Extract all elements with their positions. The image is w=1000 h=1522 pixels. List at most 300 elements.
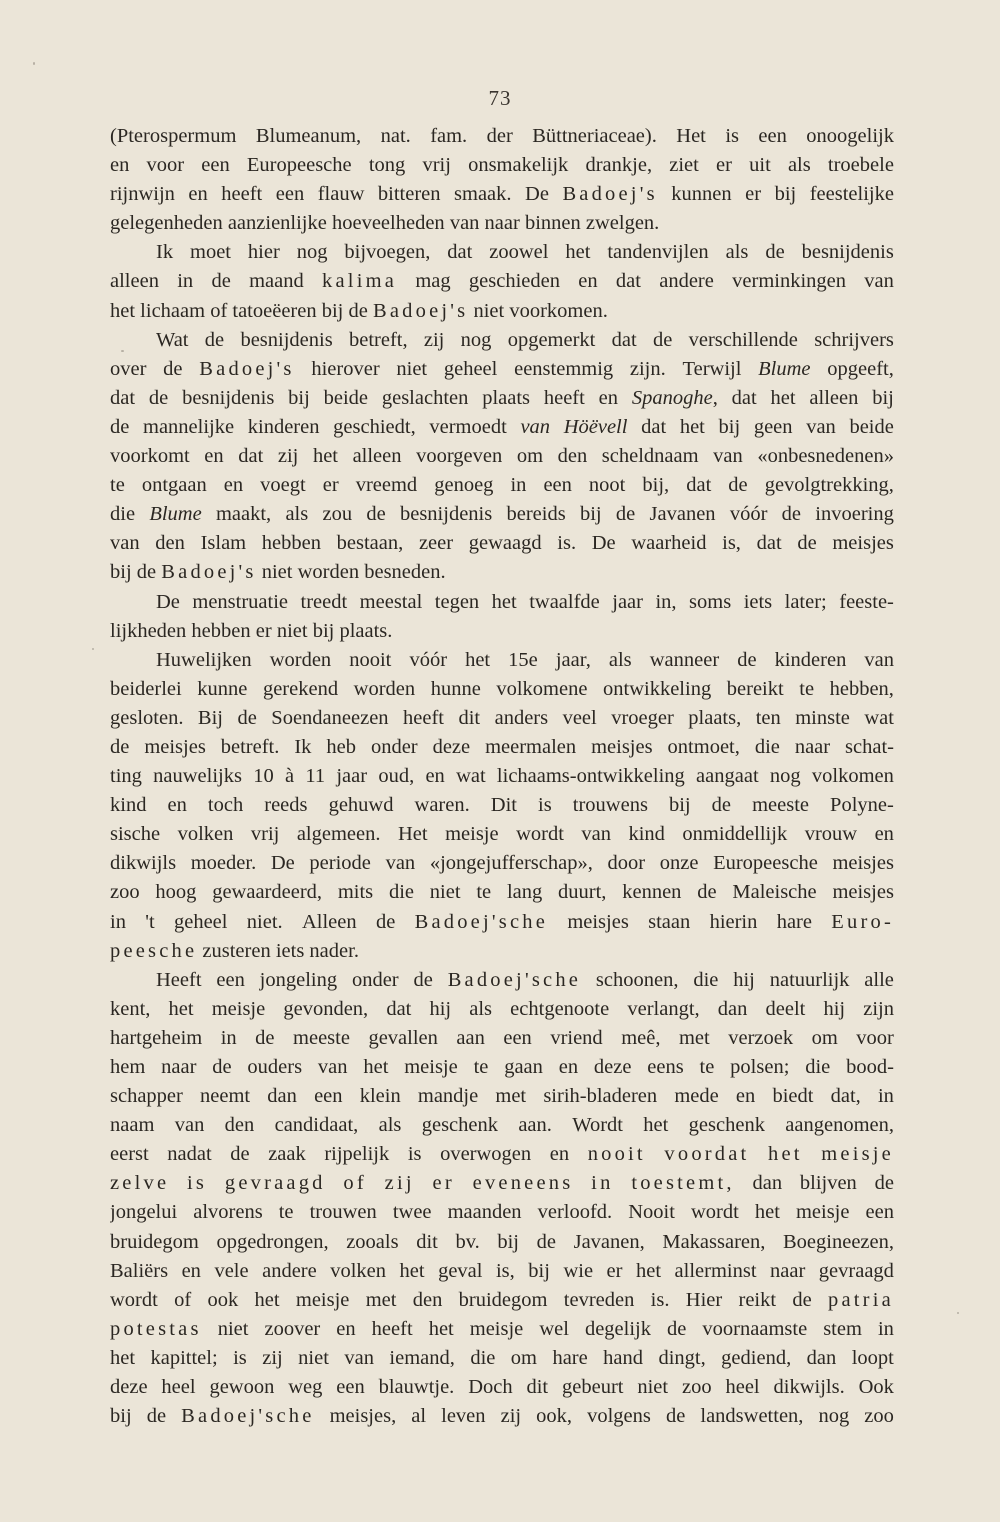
- text-line: [110, 122, 894, 151]
- word: meisjes: [144, 735, 206, 758]
- word: Islam: [200, 532, 247, 555]
- word: heb: [326, 735, 356, 758]
- word: Badoej'sche: [181, 1405, 315, 1428]
- word: alleen: [110, 270, 159, 293]
- word: Ik: [294, 735, 312, 758]
- word: meisje: [445, 823, 499, 846]
- word: jaar,: [555, 648, 591, 671]
- word: bij: [872, 386, 894, 409]
- text-line: [110, 588, 894, 617]
- word: niet: [276, 619, 308, 642]
- word: voorkomen.: [509, 299, 608, 322]
- word: Badoej's: [161, 561, 257, 584]
- word: en: [549, 1143, 570, 1166]
- word: hier: [247, 241, 280, 264]
- word: nooit: [349, 648, 392, 671]
- word: hebben,: [829, 677, 894, 700]
- word: Baliërs: [110, 1259, 169, 1282]
- word: andere: [262, 1259, 317, 1282]
- word: tatoeëeren: [232, 299, 317, 322]
- word: toestemt,: [631, 1172, 735, 1195]
- word: onoogelijk: [806, 125, 894, 147]
- word: van: [449, 212, 480, 235]
- word: is.: [650, 1288, 670, 1311]
- word: vele: [214, 1259, 249, 1282]
- word: aangenomen,: [785, 1114, 894, 1137]
- word: bij: [668, 794, 691, 817]
- word: Badoej'sche: [447, 968, 582, 991]
- word: soms: [689, 590, 732, 613]
- word: hij: [429, 997, 452, 1020]
- word: opgemerkt: [507, 328, 596, 351]
- word: Europeesche: [713, 852, 818, 875]
- word: veel: [562, 706, 597, 729]
- word: zoo: [681, 1376, 712, 1399]
- word: van: [110, 532, 140, 555]
- word: Hier: [685, 1288, 723, 1311]
- word: niet: [396, 357, 428, 380]
- word: landswetten,: [700, 1405, 804, 1428]
- word: de: [667, 1317, 687, 1340]
- word: candidaat,: [274, 1114, 359, 1137]
- word: als: [469, 997, 493, 1020]
- word: wel: [539, 1317, 569, 1340]
- word: kalima: [322, 270, 398, 293]
- word: nadat: [167, 1143, 212, 1166]
- word: der: [486, 125, 513, 147]
- word: twee: [392, 1201, 432, 1224]
- word: Doch: [468, 1376, 513, 1399]
- word: meisjes,: [329, 1405, 397, 1428]
- word: de: [163, 357, 183, 380]
- word: gewaagd: [468, 532, 542, 555]
- word: vrij: [250, 823, 280, 846]
- word: en: [188, 183, 208, 206]
- word: niet: [473, 299, 505, 322]
- word: den: [155, 532, 185, 555]
- word: hierover: [311, 357, 380, 380]
- word: bitteren: [377, 183, 441, 206]
- word: Het: [397, 823, 428, 846]
- word: volkomene: [496, 677, 588, 700]
- word: naar: [770, 1259, 806, 1282]
- word: twaalfde: [529, 590, 600, 613]
- word: dat: [686, 474, 712, 497]
- word: en: [223, 474, 244, 497]
- text-line: [110, 762, 894, 791]
- word: onmiddellijk: [682, 823, 788, 846]
- word: er: [255, 619, 272, 642]
- word: verzoek: [728, 1026, 794, 1049]
- word: jaar: [336, 765, 368, 788]
- word: naar: [161, 1056, 197, 1078]
- word: of: [343, 1172, 367, 1195]
- word: Dit: [490, 794, 517, 817]
- word: lang: [506, 881, 543, 904]
- word: patria: [828, 1288, 894, 1311]
- word: kunnen: [671, 183, 732, 206]
- word: bereikt: [726, 677, 784, 700]
- word: van: [520, 415, 551, 438]
- word: onder: [370, 735, 418, 758]
- word: vroeger: [611, 706, 674, 729]
- word: de: [781, 503, 802, 526]
- word: deze: [110, 1376, 148, 1399]
- word: worden: [353, 677, 416, 700]
- word: genoeg: [434, 474, 494, 497]
- word: nat.: [380, 125, 411, 147]
- word: nauwelijks: [153, 765, 242, 788]
- word: hij: [733, 968, 755, 991]
- word: alleen: [352, 445, 402, 468]
- word: hare: [776, 910, 812, 933]
- word: zij: [384, 1172, 415, 1195]
- word: gevraagd: [818, 1259, 894, 1282]
- word: treedt: [300, 590, 348, 613]
- word: eveneens: [472, 1172, 574, 1195]
- word: wordt: [516, 823, 564, 846]
- word: de: [366, 503, 386, 526]
- word: zoover: [264, 1317, 321, 1340]
- word: Ook: [858, 1376, 894, 1399]
- word: meisje: [404, 1056, 458, 1078]
- word: mag: [415, 270, 451, 293]
- word: niet: [637, 1376, 669, 1399]
- word: ouders: [247, 1056, 303, 1078]
- paper-speck: [957, 1312, 959, 1314]
- word: als: [285, 503, 309, 526]
- word: 11: [305, 765, 326, 788]
- word: gevraagd: [224, 1172, 326, 1195]
- word: lichaam: [140, 299, 206, 322]
- text-line: [110, 1053, 894, 1082]
- word: Euro-: [831, 910, 894, 933]
- word: de: [230, 1143, 250, 1166]
- word: nooit: [587, 1143, 646, 1166]
- word: van: [864, 270, 894, 293]
- text-line: [110, 1286, 894, 1315]
- word: bij: [312, 619, 335, 642]
- word: bij: [110, 561, 132, 584]
- word: dan: [806, 1346, 837, 1369]
- word: in: [591, 1172, 614, 1195]
- word: die: [693, 968, 719, 991]
- word: polsen;: [730, 1056, 790, 1078]
- word: gehuwd: [328, 794, 394, 817]
- word: mannelijke: [143, 415, 235, 438]
- word: Javanen: [649, 503, 716, 526]
- word: en: [558, 1056, 579, 1078]
- word: blijven: [799, 1172, 857, 1195]
- word: deze: [593, 1056, 632, 1078]
- word: Terwijl: [682, 357, 742, 380]
- word: de: [348, 299, 368, 322]
- text-line: [110, 849, 894, 878]
- word: de: [728, 474, 748, 497]
- word: bij: [288, 386, 310, 409]
- word: duurt,: [558, 881, 607, 904]
- word: een: [865, 1201, 894, 1224]
- word: alle: [864, 968, 894, 991]
- word: vreemd: [355, 474, 418, 497]
- word: De: [156, 590, 180, 613]
- word: van: [581, 823, 611, 846]
- word: geheel: [173, 910, 228, 933]
- word: uit: [749, 154, 771, 177]
- word: besnijdenis: [801, 241, 894, 264]
- word: om: [510, 1346, 537, 1369]
- text-line: [110, 1228, 894, 1257]
- word: den: [557, 445, 588, 468]
- word: Polyne-: [830, 794, 894, 817]
- word: en: [578, 270, 598, 293]
- word: om: [516, 445, 544, 468]
- word: Het: [676, 125, 706, 147]
- word: bij: [321, 299, 344, 322]
- word: kinderen: [774, 648, 847, 671]
- word: dat: [386, 997, 412, 1020]
- word: Büttneriaceae).: [532, 125, 657, 147]
- word: Heeft: [156, 968, 202, 991]
- word: zijn.: [629, 357, 666, 380]
- word: worden: [269, 648, 332, 671]
- text-line: [110, 500, 894, 529]
- word: plaats.: [339, 619, 393, 642]
- text-line: [110, 937, 894, 966]
- word: een: [336, 1376, 365, 1399]
- word: schrijvers: [814, 328, 894, 351]
- text-line: [110, 820, 894, 849]
- word: blauwtje.: [378, 1376, 455, 1399]
- word: nog: [818, 1405, 850, 1428]
- word: gelegenheden: [110, 212, 223, 235]
- text-line: [110, 442, 894, 471]
- word: of: [210, 299, 228, 322]
- word: die: [470, 1346, 496, 1369]
- word: (Pterospermum: [110, 125, 237, 147]
- word: peesche: [110, 939, 198, 962]
- text-line: [110, 1344, 894, 1373]
- word: vóór: [729, 503, 768, 526]
- word: Makassaren,: [662, 1230, 766, 1253]
- word: naam: [110, 1114, 155, 1137]
- word: bij: [497, 1230, 520, 1253]
- text-line: [110, 791, 894, 820]
- word: menstruatie: [192, 590, 289, 613]
- word: het: [491, 590, 517, 613]
- word: meisjes: [591, 735, 653, 758]
- word: met: [678, 1026, 710, 1049]
- word: dat: [615, 270, 641, 293]
- word: nog: [296, 241, 328, 264]
- text-line: [110, 1402, 894, 1431]
- text-line: [110, 1315, 894, 1344]
- word: het: [363, 1056, 389, 1078]
- word: wat: [456, 765, 486, 788]
- word: heeft: [221, 183, 263, 206]
- word: bood-: [846, 1056, 894, 1078]
- word: de: [874, 1172, 894, 1195]
- text-line: [110, 1082, 894, 1111]
- word: de: [665, 1405, 686, 1428]
- word: ontmoet,: [667, 735, 740, 758]
- word: er: [745, 183, 762, 206]
- word: niet: [217, 1317, 249, 1340]
- word: ook,: [536, 1405, 573, 1428]
- word: aan.: [518, 1114, 552, 1137]
- word: ook: [207, 1288, 239, 1311]
- word: die: [805, 1056, 831, 1078]
- word: heel: [725, 1376, 760, 1399]
- word: zoowel: [489, 241, 549, 264]
- word: alleen: [809, 386, 859, 409]
- word: ontgaan: [141, 474, 207, 497]
- word: het: [168, 997, 194, 1020]
- word: te: [473, 1056, 489, 1078]
- word: kind: [628, 823, 665, 846]
- word: dat: [611, 328, 637, 351]
- word: de: [204, 328, 225, 351]
- word: bij: [718, 415, 741, 438]
- word: als: [725, 241, 749, 264]
- word: schat-: [845, 735, 894, 758]
- word: verminkingen: [732, 270, 847, 293]
- word: allerminst: [674, 1259, 757, 1282]
- word: is.: [557, 532, 577, 555]
- word: betreft,: [348, 328, 408, 351]
- word: heeft: [543, 386, 585, 409]
- word: invoering: [815, 503, 894, 526]
- word: iets: [275, 939, 305, 962]
- word: een: [275, 183, 305, 206]
- word: later;: [784, 590, 827, 613]
- text-line: [110, 355, 894, 384]
- word: meisjes: [567, 910, 629, 933]
- word: er: [322, 474, 339, 497]
- word: leven: [441, 1405, 486, 1428]
- word: over: [110, 357, 147, 380]
- word: deze: [432, 735, 471, 758]
- word: beiderlei: [110, 677, 182, 700]
- word: dikwijls.: [773, 1376, 845, 1399]
- word: Wat: [156, 328, 189, 351]
- word: hartgeheim: [110, 1026, 203, 1049]
- text-line: [110, 180, 894, 209]
- word: hand: [603, 1346, 644, 1369]
- text-line: [110, 151, 894, 180]
- word: als: [787, 154, 811, 177]
- word: Ik: [156, 241, 174, 264]
- word: minste: [795, 706, 850, 729]
- word: wordt: [110, 1288, 158, 1311]
- text-line: [110, 908, 894, 937]
- paper-speck: [92, 648, 94, 650]
- word: ontwikkeling: [603, 677, 712, 700]
- word: jaar: [612, 590, 643, 613]
- word: geheel: [443, 357, 498, 380]
- word: degelijk: [584, 1317, 651, 1340]
- word: wie: [563, 1259, 594, 1282]
- word: niet.: [246, 910, 283, 933]
- word: de: [110, 415, 130, 438]
- text-line: [110, 646, 894, 675]
- word: Badoej'sche: [414, 910, 548, 933]
- word: meisje: [821, 1143, 894, 1166]
- text-line: [110, 1111, 894, 1140]
- word: volken: [177, 823, 234, 846]
- text-line: [110, 1257, 894, 1286]
- word: het: [643, 1114, 669, 1137]
- word: er: [716, 154, 732, 177]
- word: en: [598, 386, 619, 409]
- word: besnijdenis: [240, 328, 333, 351]
- word: niet: [429, 881, 461, 904]
- word: ten: [755, 706, 781, 729]
- word: voorkomt: [110, 445, 190, 468]
- word: meestal: [359, 590, 423, 613]
- word: zooals: [346, 1230, 399, 1253]
- word: door: [607, 852, 646, 875]
- word: waren.: [414, 794, 470, 817]
- word: Badoej's: [199, 357, 295, 380]
- word: «onbesnedenen»: [757, 445, 894, 468]
- word: de: [413, 968, 433, 991]
- word: wanneer: [649, 648, 720, 671]
- word: dat: [110, 386, 136, 409]
- word: Höëvell: [563, 415, 628, 438]
- word: de: [211, 270, 231, 293]
- word: Bij: [197, 706, 223, 729]
- word: en: [110, 154, 130, 177]
- word: en: [167, 794, 187, 817]
- word: meê,: [621, 1026, 661, 1049]
- word: mits: [337, 881, 374, 904]
- word: verloofd.: [537, 1201, 613, 1224]
- text-line: [110, 733, 894, 762]
- word: zusteren: [202, 939, 271, 962]
- word: jongelui: [110, 1201, 178, 1224]
- word: meisje: [469, 1317, 524, 1340]
- word: een: [216, 968, 245, 991]
- word: deelt: [765, 997, 806, 1020]
- word: de: [652, 328, 673, 351]
- word: den: [224, 1114, 255, 1137]
- word: hebben: [191, 619, 251, 642]
- word: den: [412, 1288, 443, 1311]
- word: zij: [500, 1405, 522, 1428]
- word: kinderen: [247, 415, 320, 438]
- word: beide: [849, 415, 894, 438]
- word: opgeeft,: [827, 357, 894, 380]
- word: vermoedt: [429, 415, 507, 438]
- word: heeft: [371, 1317, 413, 1340]
- word: Blumeanum,: [255, 125, 362, 147]
- word: van: [344, 1346, 374, 1369]
- word: de: [255, 1026, 275, 1049]
- word: eenstemmig: [514, 357, 614, 380]
- word: vriend: [550, 1026, 603, 1049]
- word: als: [608, 648, 632, 671]
- word: trouwens: [572, 794, 648, 817]
- word: kennen: [622, 881, 682, 904]
- word: dan: [752, 1172, 783, 1195]
- word: noot: [588, 474, 626, 497]
- word: de: [765, 241, 785, 264]
- word: voordat: [664, 1143, 750, 1166]
- word: er: [606, 1259, 623, 1282]
- word: die: [110, 503, 136, 526]
- word: kind: [110, 794, 147, 817]
